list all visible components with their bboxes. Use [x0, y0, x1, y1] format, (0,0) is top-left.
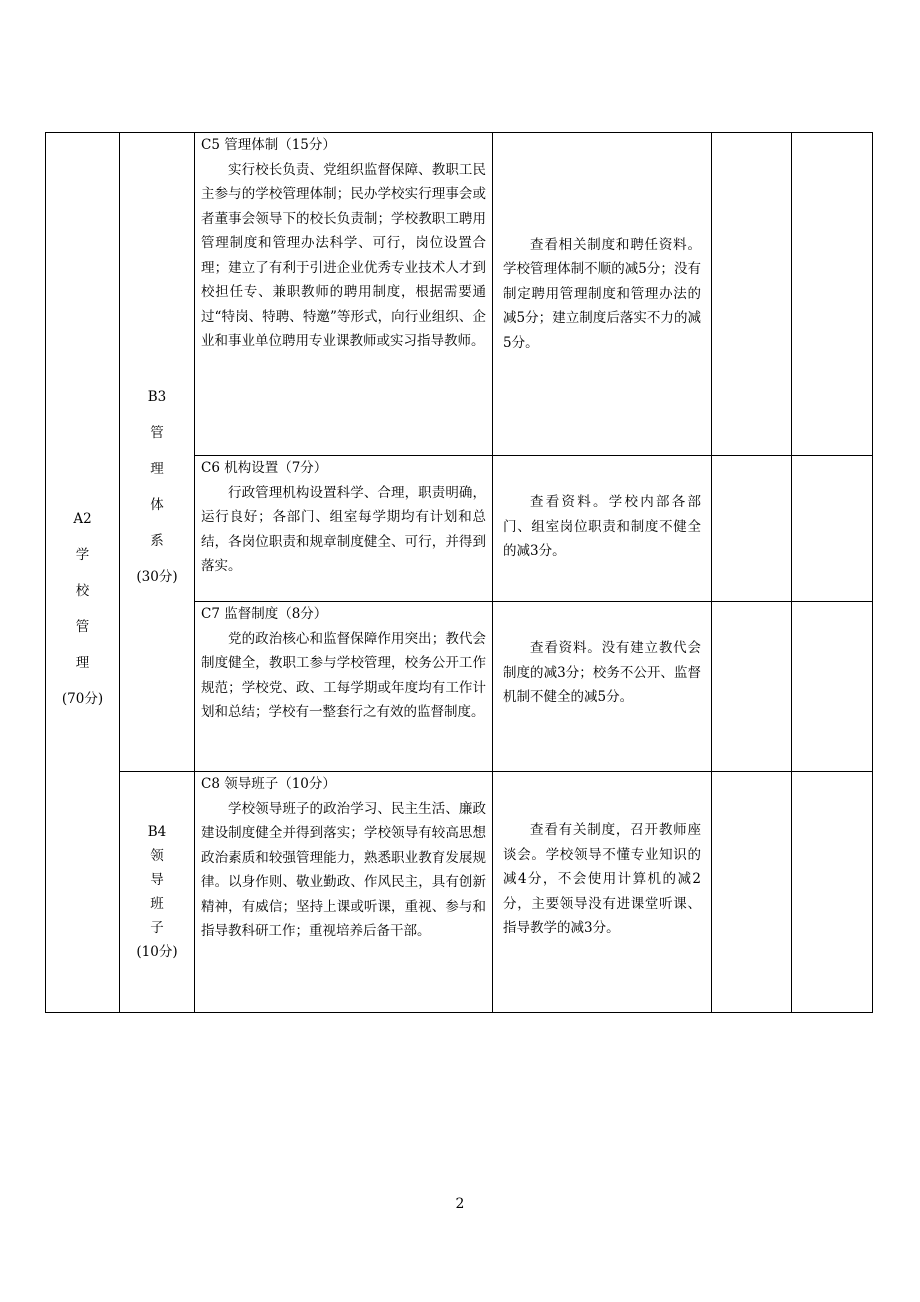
a2-score: (70分): [61, 690, 104, 707]
c7-content-cell: [195, 602, 493, 772]
c5-title: C5 管理体制（15分）: [201, 137, 336, 153]
c8-method-cell: [493, 772, 712, 1013]
c5-remark-cell: [792, 133, 873, 456]
b4-cell: [120, 772, 195, 1013]
c6-remark-cell: [792, 456, 873, 602]
b4-char: 领: [150, 848, 164, 864]
c6-content-cell: [195, 456, 493, 602]
c5-content-cell: [195, 133, 493, 456]
c6-score-cell: [712, 456, 792, 602]
c8-title: C8 领导班子（10分）: [201, 776, 336, 792]
b4-score: (10分): [136, 944, 178, 960]
a2-cell: [46, 133, 120, 1013]
b3-char: 体: [150, 497, 164, 513]
c6-method: 查看资料。学校内部各部门、组室岗位职责和制度不健全的减3分。: [503, 494, 701, 559]
c6-content: 行政管理机构设置科学、合理，职责明确，运行良好；各部门、组室每学期均有计划和总结，各岗位职责和规章制度健全、可行，并得到落实。: [201, 484, 486, 574]
c7-remark-cell: [792, 602, 873, 772]
b3-cell: [120, 133, 195, 772]
c5-content: 实行校长负责、党组织监督保障、教职工民主参与的学校管理体制；民办学校实行理事会或者董事会领导下的校长负责制；学校教职工聘用管理制度和管理办法科学、可行，岗位设置合理；建立了有利于引进企业优秀专业技术人才到校担任专、兼职教师的聘用制度，根据需要通过“特岗、特聘、特邀”等形式，向行业组织、企业和事业单位聘用专业课教师或实习指导教师。: [201, 161, 486, 349]
a2-char: 理: [75, 654, 90, 671]
c5-score-cell: [712, 133, 792, 456]
b4-char: 子: [150, 920, 164, 936]
c7-method-cell: [493, 602, 712, 772]
b3-char: 理: [150, 461, 164, 477]
c8-remark-cell: [792, 772, 873, 1013]
b3-char: 系: [150, 533, 164, 549]
c5-method: 查看相关制度和聘任资料。学校管理体制不顺的减5分；没有制定聘用管理制度和管理办法的减5分；建立制度后落实不力的减5分。: [503, 236, 701, 351]
b4-char: 导: [150, 872, 164, 888]
c8-method: 查看有关制度，召开教师座谈会。学校领导不懂专业知识的减4分，不会使用计算机的减2分，主要领导没有进课堂听课、指导教学的减3分。: [503, 822, 701, 936]
c8-content-cell: [195, 772, 493, 1013]
page-number: 2: [455, 1196, 465, 1212]
a2-char: 校: [75, 582, 90, 599]
c8-content: 学校领导班子的政治学习、民主生活、廉政建设制度健全并得到落实；学校领导有较高思想政治素质和较强管理能力，熟悉职业教育发展规律。以身作则、敬业勤政、作风民主，具有创新精神，有威信；坚持上课或听课，重视、参与和指导教科研工作；重视培养后备干部。: [201, 800, 486, 939]
evaluation-table: [45, 132, 873, 1013]
row-c5: [46, 133, 873, 456]
b3-char: 管: [150, 425, 164, 441]
b3-score: (30分): [136, 569, 178, 585]
c7-title: C7 监督制度（8分）: [201, 606, 328, 622]
c6-method-cell: [493, 456, 712, 602]
b3-code: B3: [147, 389, 167, 405]
b4-code: B4: [147, 824, 167, 840]
c7-method: 查看资料。没有建立教代会制度的减3分；校务不公开、监督机制不健全的减5分。: [503, 640, 701, 705]
c6-title: C6 机构设置（7分）: [201, 460, 328, 476]
row-c8: [46, 772, 873, 1013]
c7-content: 党的政治核心和监督保障作用突出；教代会制度健全，教职工参与学校管理，校务公开工作规范；学校党、政、工每学期或年度均有工作计划和总结；学校有一整套行之有效的监督制度。: [201, 630, 486, 720]
b4-char: 班: [150, 896, 164, 912]
c7-score-cell: [712, 602, 792, 772]
c5-method-cell: [493, 133, 712, 456]
a2-code: A2: [73, 510, 92, 527]
a2-char: 学: [75, 546, 90, 563]
c8-score-cell: [712, 772, 792, 1013]
a2-char: 管: [75, 618, 90, 635]
